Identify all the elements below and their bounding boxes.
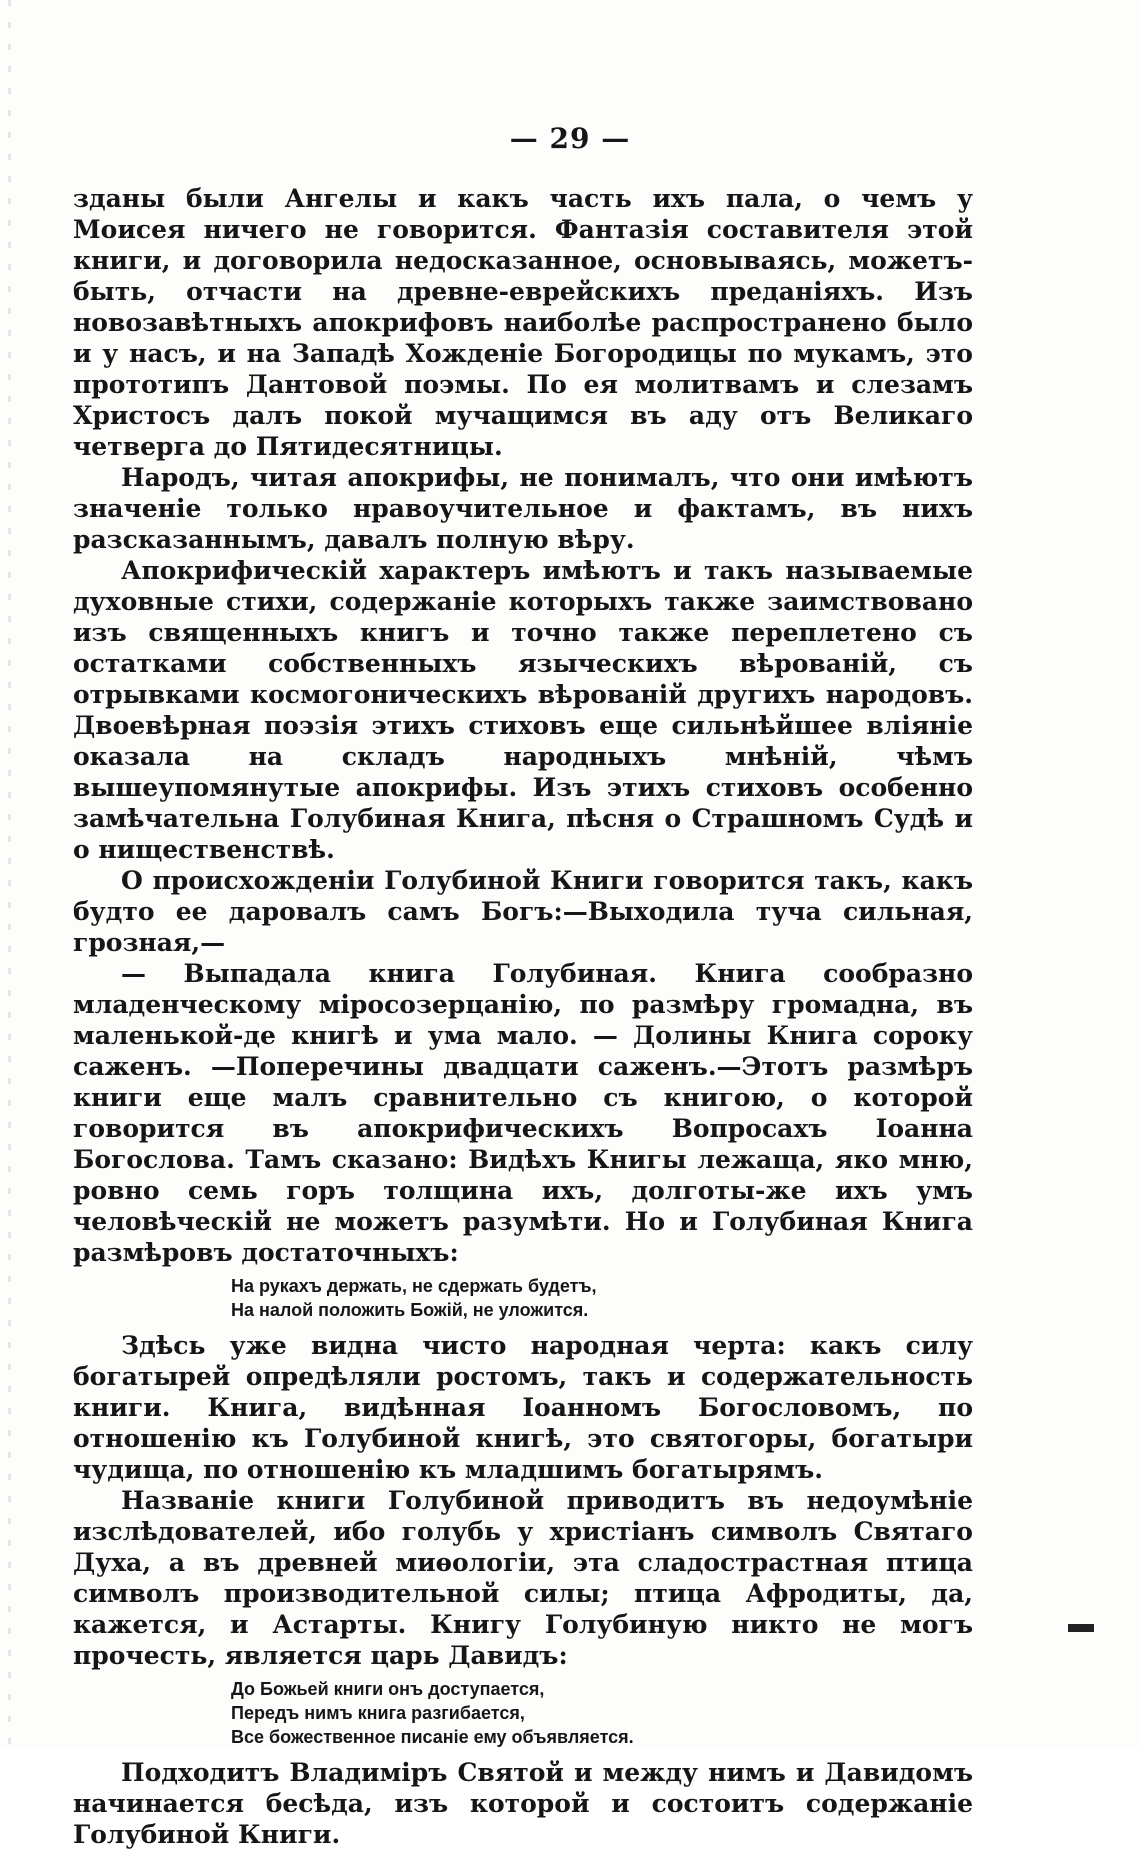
verse-quote-1 <box>231 1274 973 1322</box>
verse-1-line-2: На налой положить Божій, не уложится. <box>231 1300 589 1320</box>
page-number: — 29 — <box>509 122 631 155</box>
verse-2-line-1: До Божьей книги онъ доступается, <box>231 1679 545 1699</box>
verse-2-line-3: Все божественное писаніе ему объявляется. <box>231 1727 634 1747</box>
verse-quote-2 <box>231 1677 973 1749</box>
paragraph-1: зданы были Ангелы и какъ часть ихъ пала, о чемъ у Моисея ничего не говорится. Фантазія составителя этой книги, и договорила недосказанное, основываясь, можетъ-быть, отчасти на древне-еврейскихъ преданіяхъ. Изъ новозавѣтныхъ апокрифовъ наиболѣе распространено было и у насъ, и на Западѣ Хожденіе Богородицы по мукамъ, это прототипъ Дантовой поэмы. По ея молитвамъ и слезамъ Христосъ далъ покой мучащимся въ аду отъ Великаго четверга до Пятидесятницы. <box>73 184 973 461</box>
verse-1-line-1: На рукахъ держать, не сдержать будетъ, <box>231 1276 597 1296</box>
paragraph-7: Названіе книги Голубиной приводитъ въ недоумѣніе изслѣдователей, ибо голубь у христіанъ символъ Святаго Духа, а въ древней миѳологіи, эта сладострастная птица символъ производительной силы; птица Афродиты, да, кажется, и Астарты. Книгу Голубиную никто не могъ прочесть, является царь Давидъ: <box>73 1486 973 1670</box>
page-edge <box>8 0 11 1748</box>
paragraph-3: Апокрифическій характеръ имѣютъ и такъ называемые духовные стихи, содержаніе которыхъ также заимствовано изъ священныхъ книгъ и точно также переплетено съ остатками собственныхъ языческихъ вѣрованій, съ отрывками космогоническихъ вѣрованій другихъ народовъ. Двоевѣрная поэзія этихъ стиховъ еще сильнѣйшее вліяніе оказала на складъ народныхъ мнѣній, чѣмъ вышеупомянутые апокрифы. Изъ этихъ стиховъ особенно замѣчательна Голубиная Книга, пѣсня о Страшномъ Судѣ и о нищественствѣ. <box>73 556 973 864</box>
verse-2-line-2: Передъ нимъ книга разгибается, <box>231 1703 525 1723</box>
paragraph-2: Народъ, читая апокрифы, не понималъ, что они имѣютъ значеніе только нравоучительное и фактамъ, въ нихъ разсказаннымъ, давалъ полную вѣру. <box>73 463 973 554</box>
paragraph-6: Здѣсь уже видна чисто народная черта: какъ силу богатырей опредѣляли ростомъ, такъ и содержательность книги. Книга, видѣнная Іоанномъ Богословомъ, по отношенію къ Голубиной книгѣ, это святогоры, богатыри чудища, по отношенію къ младшимъ богатырямъ. <box>73 1331 973 1484</box>
page-body <box>73 183 973 1850</box>
paragraph-8: Подходитъ Владиміръ Святой и между нимъ и Давидомъ начинается бесѣда, изъ которой и состоитъ содержаніе Голубиной Книги. <box>73 1758 973 1849</box>
paragraph-5: — Выпадала книга Голубиная. Книга сообразно младенческому міросозерцанію, по размѣру громадна, въ маленькой-де книгѣ и ума мало. — Долины Книга сороку саженъ. —Поперечины двадцати саженъ.—Этотъ размѣръ книги еще малъ сравнительно съ книгою, о которой говорится въ апокрифическихъ Вопросахъ Іоанна Богослова. Тамъ сказано: Видѣхъ Книгы лежаща, яко мню, ровно семь горъ толщина ихъ, долготы-же ихъ умъ человѣческій не можетъ разумѣти. Но и Голубиная Книга размѣровъ достаточныхъ: <box>73 959 973 1267</box>
paragraph-4: О происхожденіи Голубиной Книги говорится такъ, какъ будто ее даровалъ самъ Богъ:—Выходила туча сильная, грозная,— <box>73 866 973 957</box>
ink-mark <box>1068 1624 1094 1632</box>
